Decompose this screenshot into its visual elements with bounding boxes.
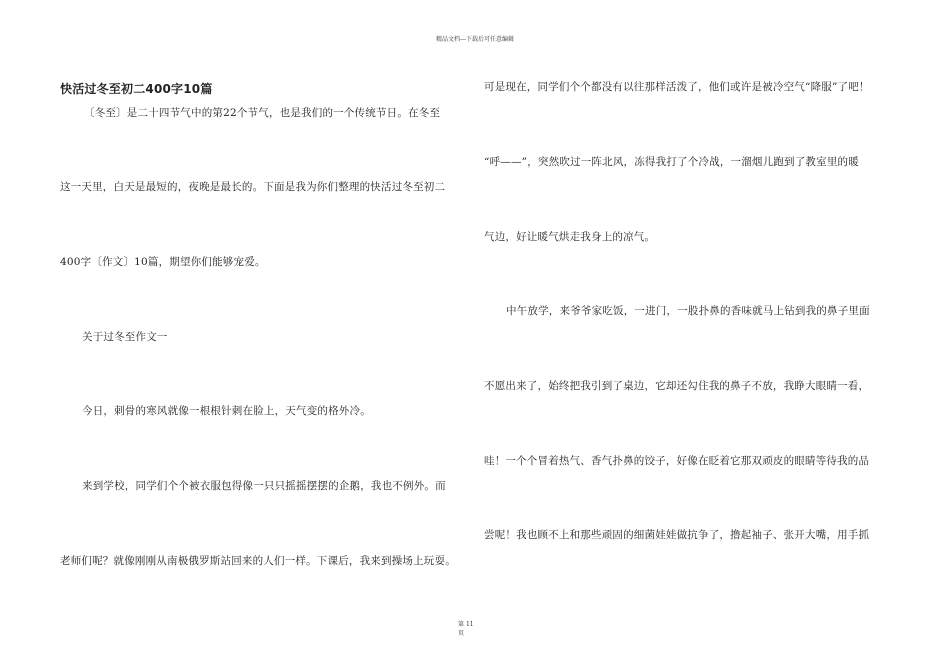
footer-di: 第: [458, 621, 465, 628]
paragraph-line: “呼——”，突然吹过一阵北风，冻得我打了个冷战，一溜烟儿跑到了教室里的暖: [484, 156, 859, 168]
section-heading: 关于过冬至作文一: [82, 331, 168, 343]
page-number: 11: [465, 621, 474, 628]
footer-ye: 页: [458, 630, 465, 637]
document-title: 快活过冬至初二400字10篇: [60, 82, 213, 96]
paragraph-line: 不愿出来了，始终把我引到了桌边，它却还勾住我的鼻子不放，我睁大眼睛一看，: [484, 380, 870, 392]
paragraph-line: 来到学校，同学们个个被衣服包得像一只只摇摇摆摆的企鹅，我也不例外。而: [82, 480, 446, 492]
paragraph-line: 400字〔作文〕10篇，期望你们能够宠爱。: [60, 256, 266, 268]
paragraph-line: 老师们呢？就像刚刚从南极俄罗斯站回来的人们一样。下课后，我来到操场上玩耍。: [60, 555, 456, 567]
page-footer: [458, 620, 474, 638]
paragraph-line: 哇！一个个冒着热气、香气扑鼻的饺子，好像在眨着它那双顽皮的眼睛等待我的品: [484, 455, 870, 467]
paragraph-line: 气边，好让暖气烘走我身上的凉气。: [484, 231, 656, 243]
left-column: [60, 68, 470, 567]
paragraph-line: 今日，刺骨的寒风就像一根根针刺在脸上，天气变的格外冷。: [82, 405, 371, 417]
paragraph-line: 这一天里，白天是最短的，夜晚是最长的。下面是我为你们整理的快活过冬至初二: [60, 181, 446, 193]
paragraph-line: 尝呢！我也顾不上和那些顽固的细菌娃娃做抗争了，撸起袖子、张开大嘴，用手抓: [484, 529, 870, 541]
paragraph-line: 中午放学，来爷爷家吃饭，一进门，一股扑鼻的香味就马上钻到我的鼻子里面: [506, 305, 870, 317]
paragraph-line: 可是现在，同学们个个都没有以往那样活泼了，他们或许是被冷空气“降服”了吧！: [484, 81, 870, 93]
page-header: 精品文档---下载后可任意编辑: [435, 36, 515, 43]
paragraph-line: 〔冬至〕是二十四节气中的第22个节气，也是我们的一个传统节日。在冬至: [84, 107, 441, 119]
